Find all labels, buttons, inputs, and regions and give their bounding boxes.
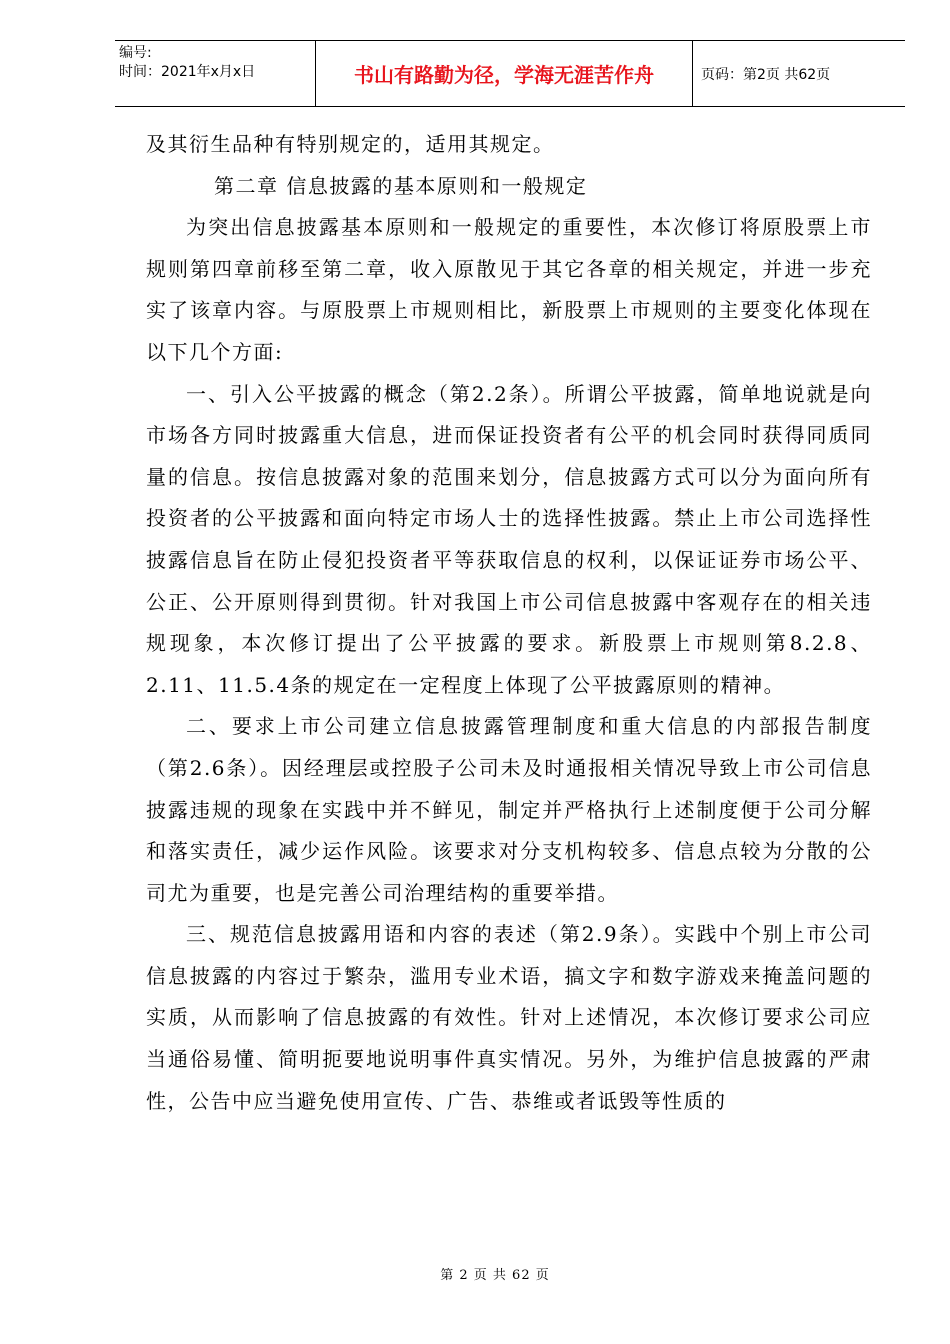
header-meta <box>115 41 315 106</box>
document-number-label: 编号: <box>119 45 152 61</box>
paragraph-disclosure-wording: 三、规范信息披露用语和内容的表述（第2.9条）。实践中个别上市公司信息披露的内容过于繁杂，滥用专业术语，搞文字和数字游戏来掩盖问题的实质，从而影响了信息披露的有效性。针对上述情况，本次修订要求公司应当通俗易懂、简明扼要地说明事件真实情况。另外，为维护信息披露的严肃性，公告中应当避免使用宣传、广告、恭维或者诋毁等性质的 <box>146 922 872 1113</box>
header-divider-left <box>315 41 316 106</box>
paragraph-fair-disclosure: 一、引入公平披露的概念（第2.2条）。所谓公平披露，简单地说就是向市场各方同时披露重大信息，进而保证投资者有公平的机会同时获得同质同量的信息。按信息披露对象的范围来划分，信息披露方式可以分为面向所有投资者的公平披露和面向特定市场人士的选择性披露。禁止上市公司选择性披露信息旨在防止侵犯投资者平等获取信息的权利，以保证证券市场公平、公正、公开原则得到贯彻。针对我国上市公司信息披露中客观存在的相关违规现象，本次修订提出了公平披露的要求。新股票上市规则第8.2.8、2.11、11.5.4条的规定在一定程度上体现了公平披露原则的精神。 <box>146 381 872 697</box>
paragraph-intro: 为突出信息披露基本原则和一般规定的重要性，本次修订将原股票上市规则第四章前移至第二章，收入原散见于其它各章的相关规定，并进一步充实了该章内容。与原股票上市规则相比，新股票上市规则的主要变化体现在以下几个方面: <box>146 215 872 364</box>
page-footer: 第 2 页 共 62 页 <box>440 1268 550 1283</box>
paragraph-continuation: 及其衍生品种有特别规定的，适用其规定。 <box>146 132 555 156</box>
document-time-label: 时间：2021年x月x日 <box>119 64 256 80</box>
header-motto: 书山有路勤为径，学海无涯苦作舟 <box>354 63 654 87</box>
paragraph-internal-reporting: 二、要求上市公司建立信息披露管理制度和重大信息的内部报告制度（第2.6条）。因经理层或控股子公司未及时通报相关情况导致上市公司信息披露违规的现象在实践中并不鲜见，制定并严格执行上述制度便于公司分解和落实责任，减少运作风险。该要求对分支机构较多、信息点较为分散的公司尤为重要，也是完善公司治理结构的重要举措。 <box>146 714 872 905</box>
header-page-info: 页码：第2页 共62页 <box>701 66 831 83</box>
document-body <box>146 124 872 1122</box>
page-header <box>115 40 905 107</box>
chapter-heading: 第二章 信息披露的基本原则和一般规定 <box>214 173 588 198</box>
